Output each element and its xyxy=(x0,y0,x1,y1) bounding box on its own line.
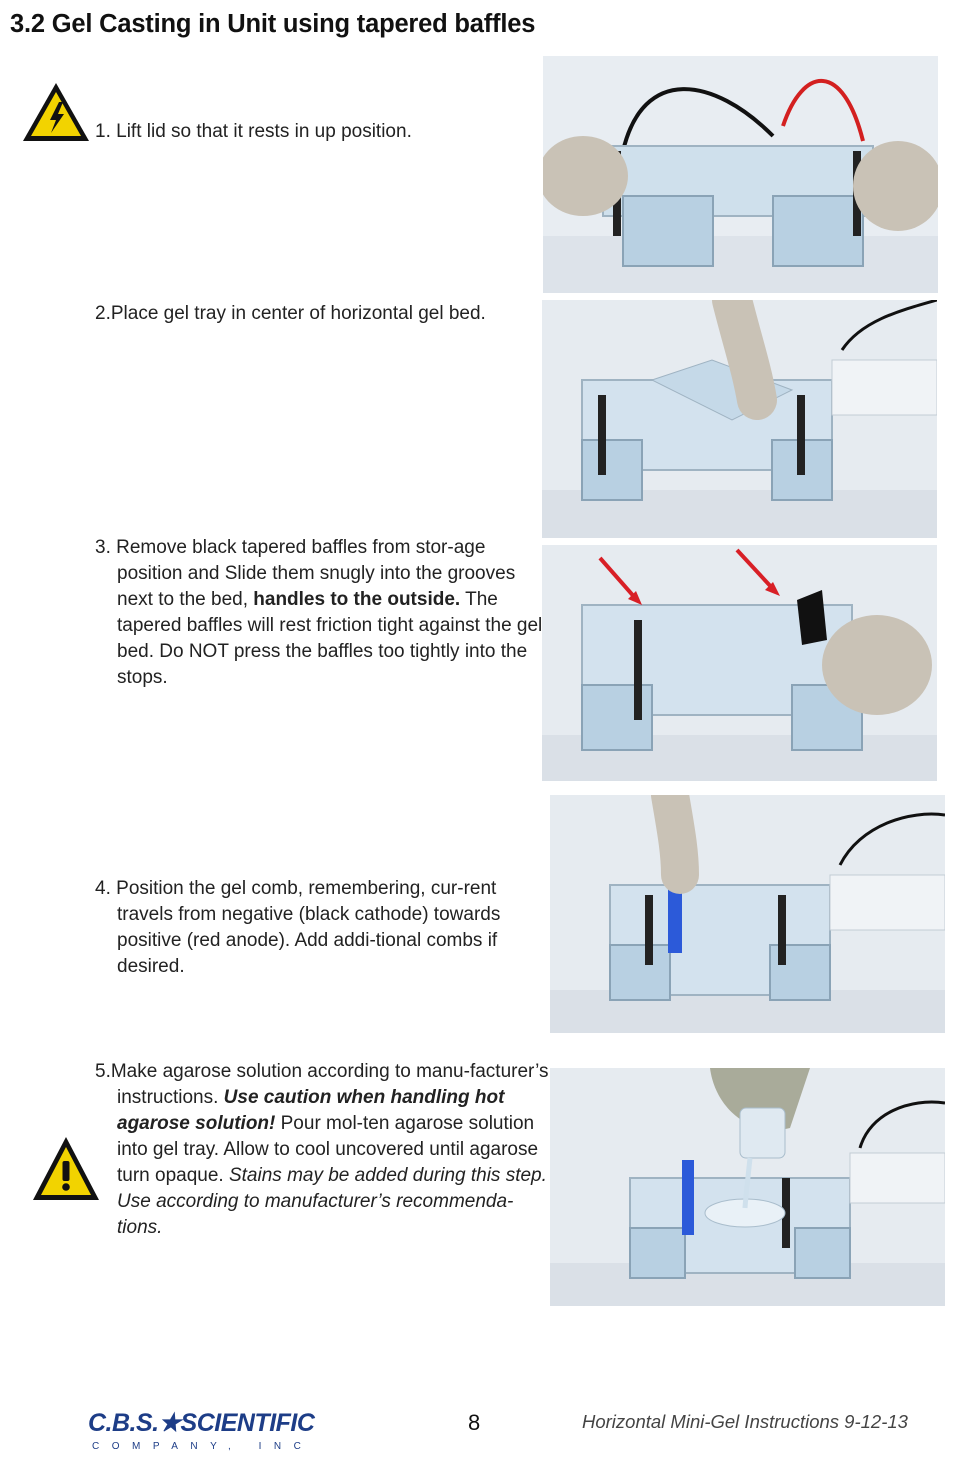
step-text: Make agarose solution according to manu-facturer’s instructions. xyxy=(110,1061,549,1108)
photo-lift-lid xyxy=(543,56,938,293)
step-text: Place gel tray in center of horizontal gel bed. xyxy=(110,303,486,324)
step-text: Remove black tapered baffles from stor-age position and Slide them snugly into the grooves next to the bed, xyxy=(116,537,516,610)
step-number: 1. xyxy=(95,121,111,142)
page-number: 8 xyxy=(468,1410,481,1435)
step-number: 5. xyxy=(95,1061,111,1082)
step-2 xyxy=(95,301,527,327)
step-number: 4. xyxy=(95,878,111,899)
caution-exclamation-icon xyxy=(30,1134,102,1204)
step-5 xyxy=(95,1059,550,1241)
high-voltage-warning-icon xyxy=(20,80,92,144)
step-number: 2. xyxy=(95,303,111,324)
step-text-bold: handles to the outside. xyxy=(253,589,461,610)
step-text: The tapered baffles will rest friction tight against the gel bed. Do NOT press the baffles too tightly into the stops. xyxy=(117,589,543,688)
step-text-caution: Use caution when handling hot agarose solution! xyxy=(117,1087,505,1134)
photo-place-gel-tray xyxy=(542,300,937,538)
photo-tapered-baffles xyxy=(542,545,937,781)
step-4 xyxy=(95,876,547,980)
step-text-note: Stains may be added during this step. Use according to manufacturer’s recommenda-tions. xyxy=(117,1165,547,1238)
step-text: Pour mol-ten agarose solution into gel tray. Allow to cool uncovered until agarose turn opaque. xyxy=(117,1113,539,1186)
step-text: Position the gel comb, remembering, cur-rent travels from negative (black cathode) towards positive (red anode). Add addi-tional combs if desired. xyxy=(116,878,501,977)
step-3 xyxy=(95,535,549,691)
photo-gel-comb xyxy=(550,795,945,1033)
step-text: Lift lid so that it rests in up position. xyxy=(116,121,412,142)
company-logo: C.B.S.★SCIENTIFIC xyxy=(88,1409,315,1437)
document-title: Horizontal Mini-Gel Instructions 9-12-13 xyxy=(582,1411,908,1432)
step-1 xyxy=(95,119,515,145)
step-number: 3. xyxy=(95,537,111,558)
section-title: 3.2 Gel Casting in Unit using tapered baffles xyxy=(10,10,536,38)
photo-pour-agarose xyxy=(550,1068,945,1306)
company-logo-subtitle: COMPANY, INC xyxy=(92,1441,314,1452)
